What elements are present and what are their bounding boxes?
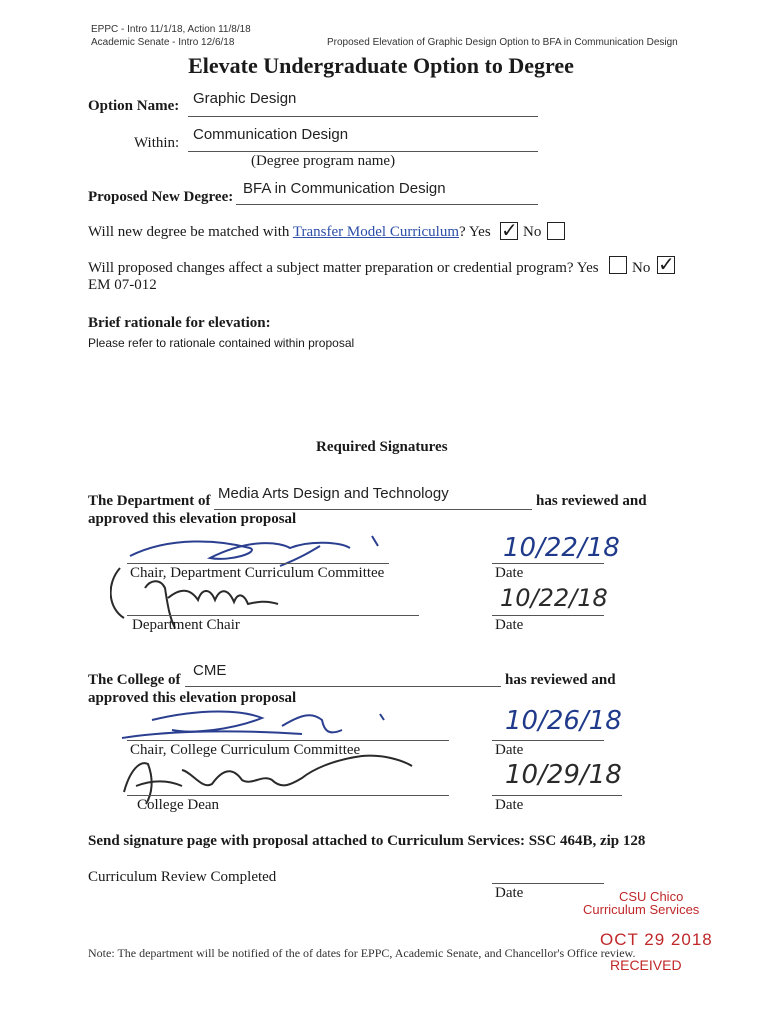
tmc-suffix: ? Yes <box>458 224 491 240</box>
college-dean-label: College Dean <box>137 797 220 813</box>
check-icon: ✓ <box>658 252 675 276</box>
proposed-degree-value: BFA in Communication Design <box>243 180 446 197</box>
tmc-prefix: Will new degree be matched with <box>88 224 293 240</box>
tmc-no-label: No <box>523 224 542 240</box>
signatures-heading: Required Signatures <box>316 439 448 455</box>
date-2: 10/22/18 <box>500 584 608 612</box>
tmc-no-checkbox[interactable] <box>547 222 565 240</box>
credential-yes-checkbox[interactable] <box>609 256 627 274</box>
within-note: (Degree program name) <box>251 153 396 169</box>
send-instructions: Send signature page with proposal attached to Curriculum Services: SSC 464B, zip 128 <box>88 833 646 849</box>
date-label: Date <box>495 797 524 813</box>
stamp-line-2: Curriculum Services <box>583 902 700 917</box>
review-label: Curriculum Review Completed <box>88 869 277 885</box>
within-label: Within: <box>134 135 180 151</box>
date-3: 10/26/18 <box>505 706 622 736</box>
credential-no-label: No <box>632 260 651 276</box>
department-value: Media Arts Design and Technology <box>218 485 449 502</box>
department-has-reviewed: has reviewed and <box>536 493 647 509</box>
chair-college-cc-label: Chair, College Curriculum Committee <box>130 742 361 758</box>
rationale-text: Please refer to rationale contained within proposal <box>88 336 355 350</box>
tmc-link[interactable]: Transfer Model Curriculum <box>292 224 459 240</box>
option-name-label: Option Name: <box>88 98 180 114</box>
check-icon: ✓ <box>501 218 518 242</box>
header-line-1: EPPC - Intro 11/1/18, Action 11/8/18 <box>91 24 251 35</box>
date-4: 10/29/18 <box>505 760 622 790</box>
header-line-2: Academic Senate - Intro 12/6/18 <box>91 37 235 48</box>
date-label: Date <box>495 742 524 758</box>
page-title: Elevate Undergraduate Option to Degree <box>188 53 574 78</box>
within-value: Communication Design <box>193 126 349 143</box>
review-date-label: Date <box>495 885 524 901</box>
option-name-value: Graphic Design <box>193 90 297 107</box>
dept-chair-label: Department Chair <box>132 617 240 633</box>
tmc-question <box>88 224 491 241</box>
college-prefix: The College of <box>88 672 181 688</box>
em-reference: EM 07-012 <box>88 277 157 293</box>
note: Note: The department will be notified of the of dates for EPPC, Academic Senate, and Chancellor's Office review. <box>88 946 636 960</box>
stamp-date: OCT 29 2018 <box>600 930 713 949</box>
stamp-line-1: CSU Chico <box>619 889 684 904</box>
department-prefix: The Department of <box>88 493 211 509</box>
college-approved: approved this elevation proposal <box>88 690 297 706</box>
header-proposal: Proposed Elevation of Graphic Design Option to BFA in Communication Design <box>327 37 678 48</box>
credential-question: Will proposed changes affect a subject matter preparation or credential program? Yes <box>88 260 599 276</box>
college-value: CME <box>193 662 227 679</box>
rationale-heading: Brief rationale for elevation: <box>88 315 271 331</box>
college-has-reviewed: has reviewed and <box>505 672 616 688</box>
stamp-received: RECEIVED <box>610 957 682 973</box>
chair-dept-cc-label: Chair, Department Curriculum Committee <box>130 565 385 581</box>
proposed-degree-label: Proposed New Degree: <box>88 189 234 205</box>
department-approved: approved this elevation proposal <box>88 511 297 527</box>
date-label: Date <box>495 617 524 633</box>
date-1: 10/22/18 <box>503 533 620 563</box>
date-label: Date <box>495 565 524 581</box>
